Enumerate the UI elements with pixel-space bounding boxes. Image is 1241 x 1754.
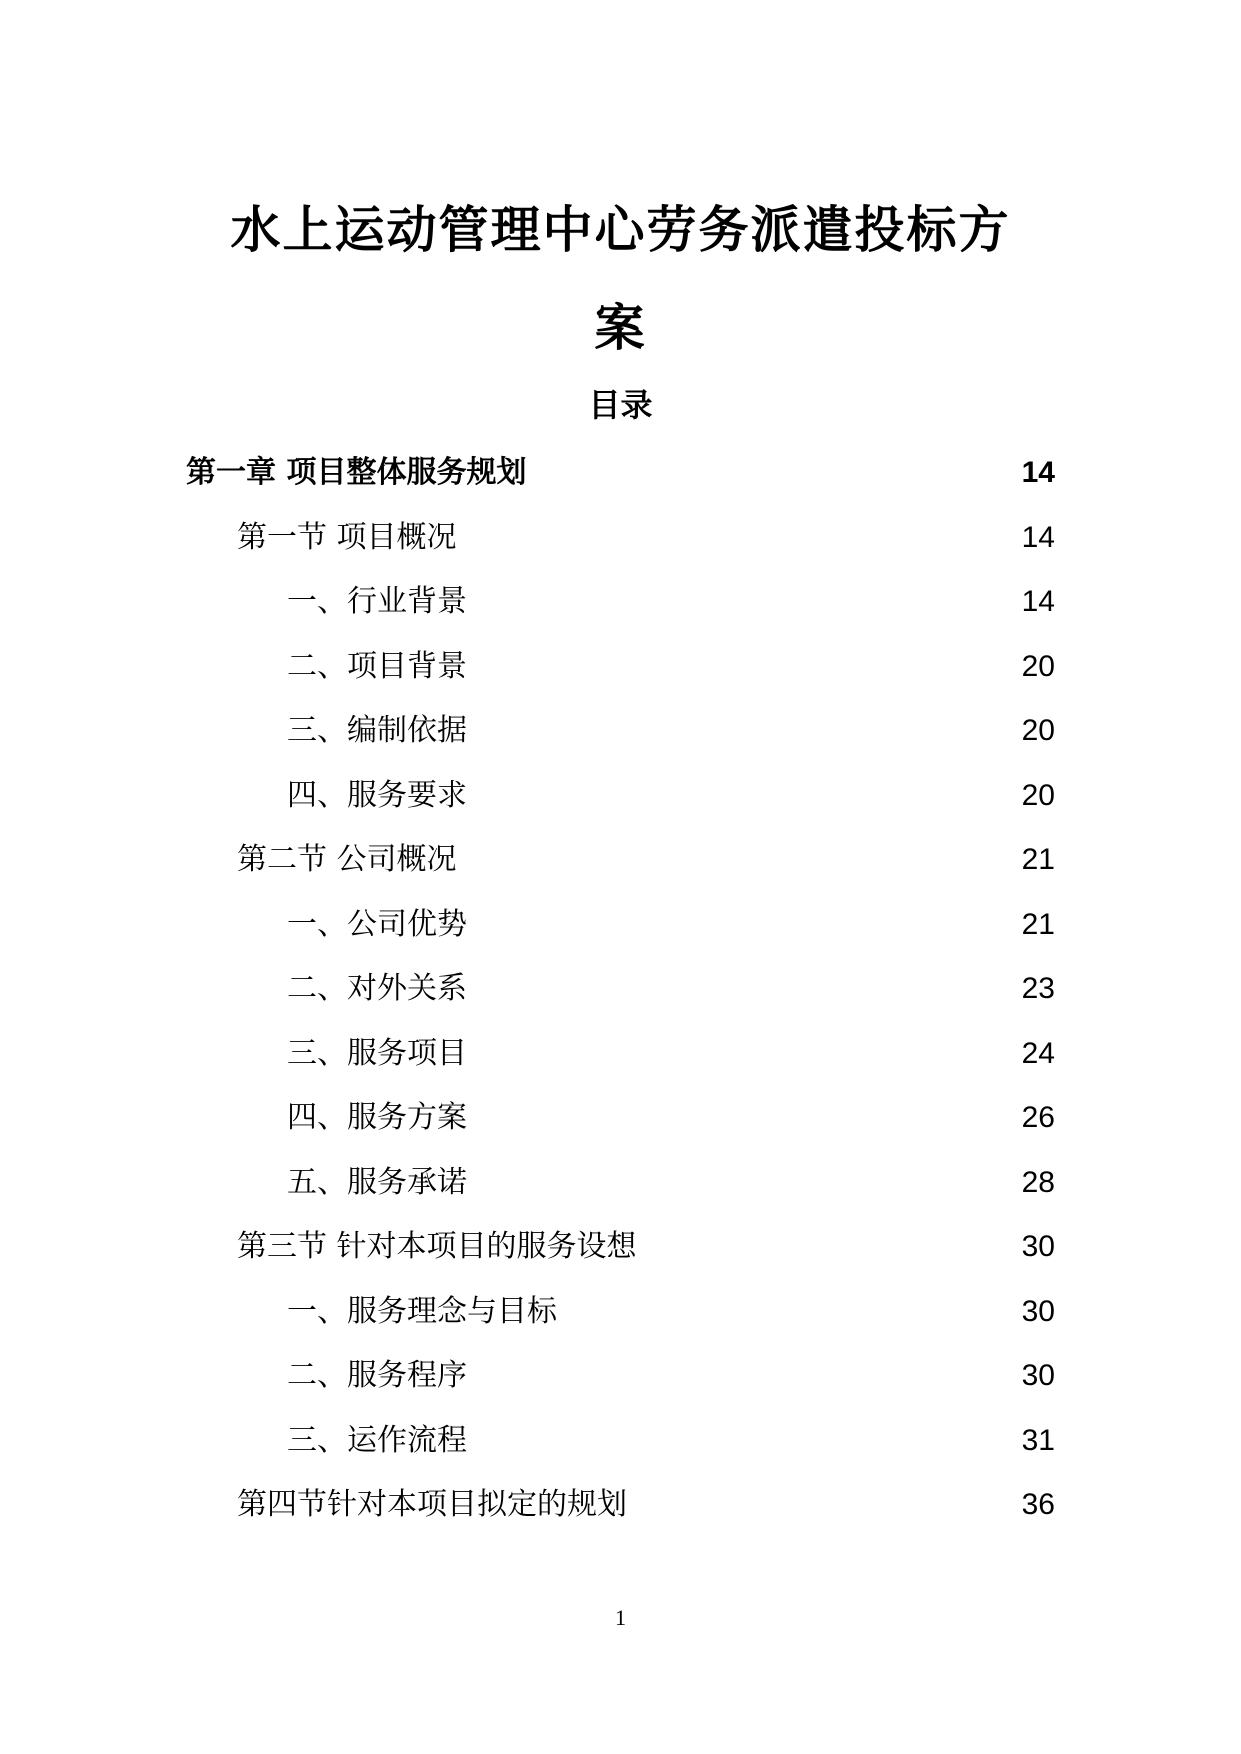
- toc-entry-page-number: 23: [1021, 972, 1055, 1005]
- toc-entry-label: 三、编制依据: [287, 713, 467, 748]
- toc-entry-label: 第一节 项目概况: [237, 520, 457, 555]
- document-title-line-2: 案: [594, 299, 647, 357]
- toc-heading: 目录: [588, 386, 653, 424]
- toc-entry-label: 第三节 针对本项目的服务设想: [237, 1229, 637, 1264]
- toc-entry-label: 一、服务理念与目标: [287, 1294, 557, 1329]
- page-number: 1: [615, 1605, 626, 1630]
- toc-entry[interactable]: [0, 450, 1241, 496]
- toc-entry-label: 第四节针对本项目拟定的规划: [237, 1487, 627, 1522]
- toc-entry[interactable]: [0, 579, 1241, 625]
- toc-entry[interactable]: [0, 966, 1241, 1012]
- toc-entry[interactable]: [0, 708, 1241, 754]
- toc-entry-label: 一、行业背景: [287, 584, 467, 619]
- toc-entry[interactable]: [0, 1031, 1241, 1077]
- toc-entry[interactable]: [0, 837, 1241, 883]
- toc-entry-label: 三、服务项目: [287, 1036, 467, 1071]
- toc-entry-label: 二、服务程序: [287, 1358, 467, 1393]
- toc-entry-page-number: 20: [1021, 650, 1055, 683]
- toc-entry-label: 第二节 公司概况: [237, 842, 457, 877]
- toc-entry-page-number: 26: [1021, 1101, 1055, 1134]
- toc-entry-label: 二、对外关系: [287, 971, 467, 1006]
- toc-entry-page-number: 31: [1021, 1424, 1055, 1457]
- toc-entry[interactable]: [0, 1353, 1241, 1399]
- toc-entry-label: 四、服务方案: [287, 1100, 467, 1135]
- toc-entry-page-number: 30: [1021, 1359, 1055, 1392]
- toc-entry-page-number: 24: [1021, 1037, 1055, 1070]
- toc-entry-page-number: 30: [1021, 1295, 1055, 1328]
- toc-entry-label: 四、服务要求: [287, 778, 467, 813]
- toc-entry[interactable]: [0, 644, 1241, 690]
- toc-entry-label: 三、运作流程: [287, 1423, 467, 1458]
- toc-entry-page-number: 14: [1021, 521, 1055, 554]
- toc-entry-label: 第一章 项目整体服务规划: [186, 455, 527, 490]
- toc-entry-page-number: 28: [1021, 1166, 1055, 1199]
- toc-entry-page-number: 21: [1021, 843, 1055, 876]
- toc-entry-page-number: 36: [1021, 1488, 1055, 1521]
- toc-entry[interactable]: [0, 1095, 1241, 1141]
- toc-entry-page-number: 14: [1021, 585, 1055, 618]
- toc-entry[interactable]: [0, 1224, 1241, 1270]
- toc-entry[interactable]: [0, 1418, 1241, 1464]
- toc-entry[interactable]: [0, 1482, 1241, 1528]
- toc-entry[interactable]: [0, 515, 1241, 561]
- toc-entry[interactable]: [0, 1160, 1241, 1206]
- toc-entry-page-number: 30: [1021, 1230, 1055, 1263]
- toc-entry-page-number: 14: [1021, 456, 1055, 489]
- toc-entry-label: 一、公司优势: [287, 907, 467, 942]
- toc-entry-page-number: 20: [1021, 714, 1055, 747]
- toc-entry[interactable]: [0, 1289, 1241, 1335]
- toc-entry-page-number: 21: [1021, 908, 1055, 941]
- toc-entry-page-number: 20: [1021, 779, 1055, 812]
- toc-entry-label: 二、项目背景: [287, 649, 467, 684]
- document-title-line-1: 水上运动管理中心劳务派遣投标方: [230, 201, 1011, 259]
- toc-entry-label: 五、服务承诺: [287, 1165, 467, 1200]
- toc-entry[interactable]: [0, 773, 1241, 819]
- toc-entry[interactable]: [0, 902, 1241, 948]
